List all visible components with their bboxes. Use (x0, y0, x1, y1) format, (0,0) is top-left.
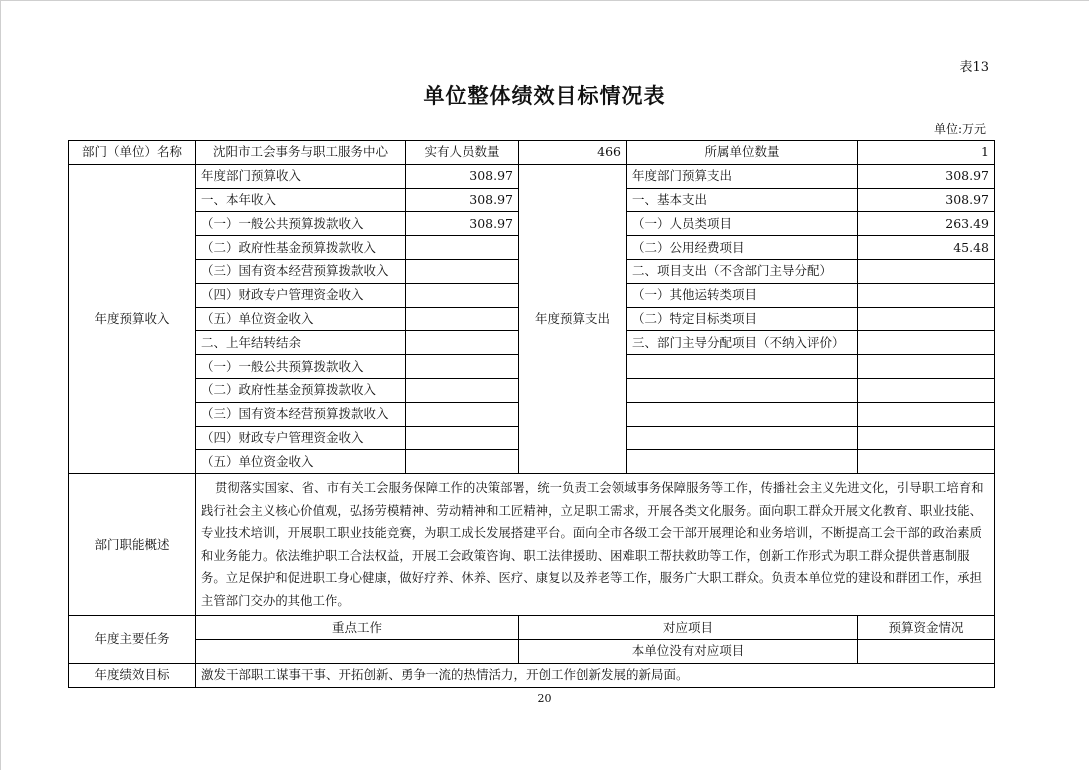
performance-table (68, 140, 995, 688)
sub-unit-count-value: 1 (858, 141, 995, 165)
expense-item-value: 45.48 (858, 236, 995, 260)
expense-item-label: （二）公用经费项目 (627, 236, 858, 260)
staff-count-label: 实有人员数量 (406, 141, 519, 165)
income-item-label: 二、上年结转结余 (196, 331, 406, 355)
expense-item-value (858, 283, 995, 307)
expense-item-label (627, 378, 858, 402)
income-item-value (406, 378, 519, 402)
income-item-value (406, 236, 519, 260)
function-text: 贯彻落实国家、省、市有关工会服务保障工作的决策部署，统一负责工会领域事务保障服务等工作，传播社会主义先进文化，引导职工培育和践行社会主义核心价值观，弘扬劳模精神、劳动精神和工匠精神，立足职工需求，开展各类文化服务。面向职工群众开展文化教育、职业技能、专业技术培训，开展职工职业技能竞赛，为职工成长发展搭建平台。面向全市各级工会干部开展理论和业务培训，不断提高工会干部的政治素质和业务能力。依法维护职工合法权益，开展工会政策咨询、职工法律援助、困难职工帮扶救助等工作，创新工作形式为职工群众提供普惠制服务。立足保护和促进职工身心健康，做好疗养、休养、医疗、康复以及养老等工作，服务广大职工群众。负责本单位党的建设和群团工作，承担主管部门交办的其他工作。 (196, 474, 995, 616)
tasks-col-budget: 预算资金情况 (858, 616, 995, 640)
expense-item-value (858, 331, 995, 355)
budget-section (69, 164, 995, 473)
expense-item-value (858, 355, 995, 379)
expense-item-label: （二）特定目标类项目 (627, 307, 858, 331)
expense-item-value: 263.49 (858, 212, 995, 236)
income-item-label: （四）财政专户管理资金收入 (196, 283, 406, 307)
income-item-label: （二）政府性基金预算拨款收入 (196, 378, 406, 402)
tasks-row (69, 639, 995, 663)
table-number: 表13 (959, 60, 989, 75)
income-item-label: 年度部门预算收入 (196, 164, 406, 188)
tasks-header-row (69, 616, 995, 640)
income-item-label: 一、本年收入 (196, 188, 406, 212)
tasks-key-work-cell (196, 639, 519, 663)
income-item-label: （三）国有资本经营预算拨款收入 (196, 402, 406, 426)
income-item-label: （一）一般公共预算拨款收入 (196, 355, 406, 379)
dept-name-value: 沈阳市工会事务与职工服务中心 (196, 141, 406, 165)
goal-text: 激发干部职工谋事干事、开拓创新、勇争一流的热情活力，开创工作创新发展的新局面。 (196, 663, 995, 687)
expense-item-value (858, 450, 995, 474)
income-item-label: （二）政府性基金预算拨款收入 (196, 236, 406, 260)
unit-label: 单位:万元 (933, 122, 986, 136)
goal-label: 年度绩效目标 (69, 663, 196, 687)
income-item-value (406, 355, 519, 379)
page-edge-left (0, 0, 1, 770)
tasks-label: 年度主要任务 (69, 616, 196, 664)
page-number: 20 (537, 692, 552, 705)
expense-item-label: 年度部门预算支出 (627, 164, 858, 188)
expense-item-value: 308.97 (858, 188, 995, 212)
income-item-value (406, 331, 519, 355)
expense-item-label (627, 450, 858, 474)
income-item-value (406, 426, 519, 450)
income-item-label: （五）单位资金收入 (196, 307, 406, 331)
income-item-label: （五）单位资金收入 (196, 450, 406, 474)
page-title: 单位整体绩效目标情况表 (423, 84, 666, 108)
income-item-label: （四）财政专户管理资金收入 (196, 426, 406, 450)
income-item-value: 308.97 (406, 188, 519, 212)
income-item-value: 308.97 (406, 164, 519, 188)
header-row (69, 141, 995, 165)
page-edge-top (0, 0, 1089, 1)
function-label: 部门职能概述 (69, 474, 196, 616)
expense-item-label: 二、项目支出（不含部门主导分配） (627, 259, 858, 283)
expense-item-value (858, 402, 995, 426)
expense-item-value (858, 307, 995, 331)
budget-row (69, 164, 995, 188)
expense-item-value (858, 426, 995, 450)
income-item-value (406, 450, 519, 474)
tasks-col-project: 对应项目 (519, 616, 858, 640)
expense-section-label: 年度预算支出 (519, 164, 627, 473)
goal-row (69, 663, 995, 687)
expense-item-value (858, 378, 995, 402)
expense-item-label (627, 426, 858, 450)
tasks-project-cell: 本单位没有对应项目 (519, 639, 858, 663)
income-item-value: 308.97 (406, 212, 519, 236)
function-row (69, 474, 995, 616)
tasks-col-key-work: 重点工作 (196, 616, 519, 640)
income-item-label: （一）一般公共预算拨款收入 (196, 212, 406, 236)
income-item-label: （三）国有资本经营预算拨款收入 (196, 259, 406, 283)
sub-unit-count-label: 所属单位数量 (627, 141, 858, 165)
income-item-value (406, 402, 519, 426)
expense-item-label: （一）其他运转类项目 (627, 283, 858, 307)
staff-count-value: 466 (519, 141, 627, 165)
expense-item-label (627, 355, 858, 379)
expense-item-label: 三、部门主导分配项目（不纳入评价） (627, 331, 858, 355)
expense-item-label: （一）人员类项目 (627, 212, 858, 236)
tasks-budget-cell (858, 639, 995, 663)
expense-item-label (627, 402, 858, 426)
income-item-value (406, 283, 519, 307)
expense-item-value (858, 259, 995, 283)
expense-item-label: 一、基本支出 (627, 188, 858, 212)
income-item-value (406, 307, 519, 331)
income-section-label: 年度预算收入 (69, 164, 196, 473)
dept-name-label: 部门（单位）名称 (69, 141, 196, 165)
expense-item-value: 308.97 (858, 164, 995, 188)
income-item-value (406, 259, 519, 283)
